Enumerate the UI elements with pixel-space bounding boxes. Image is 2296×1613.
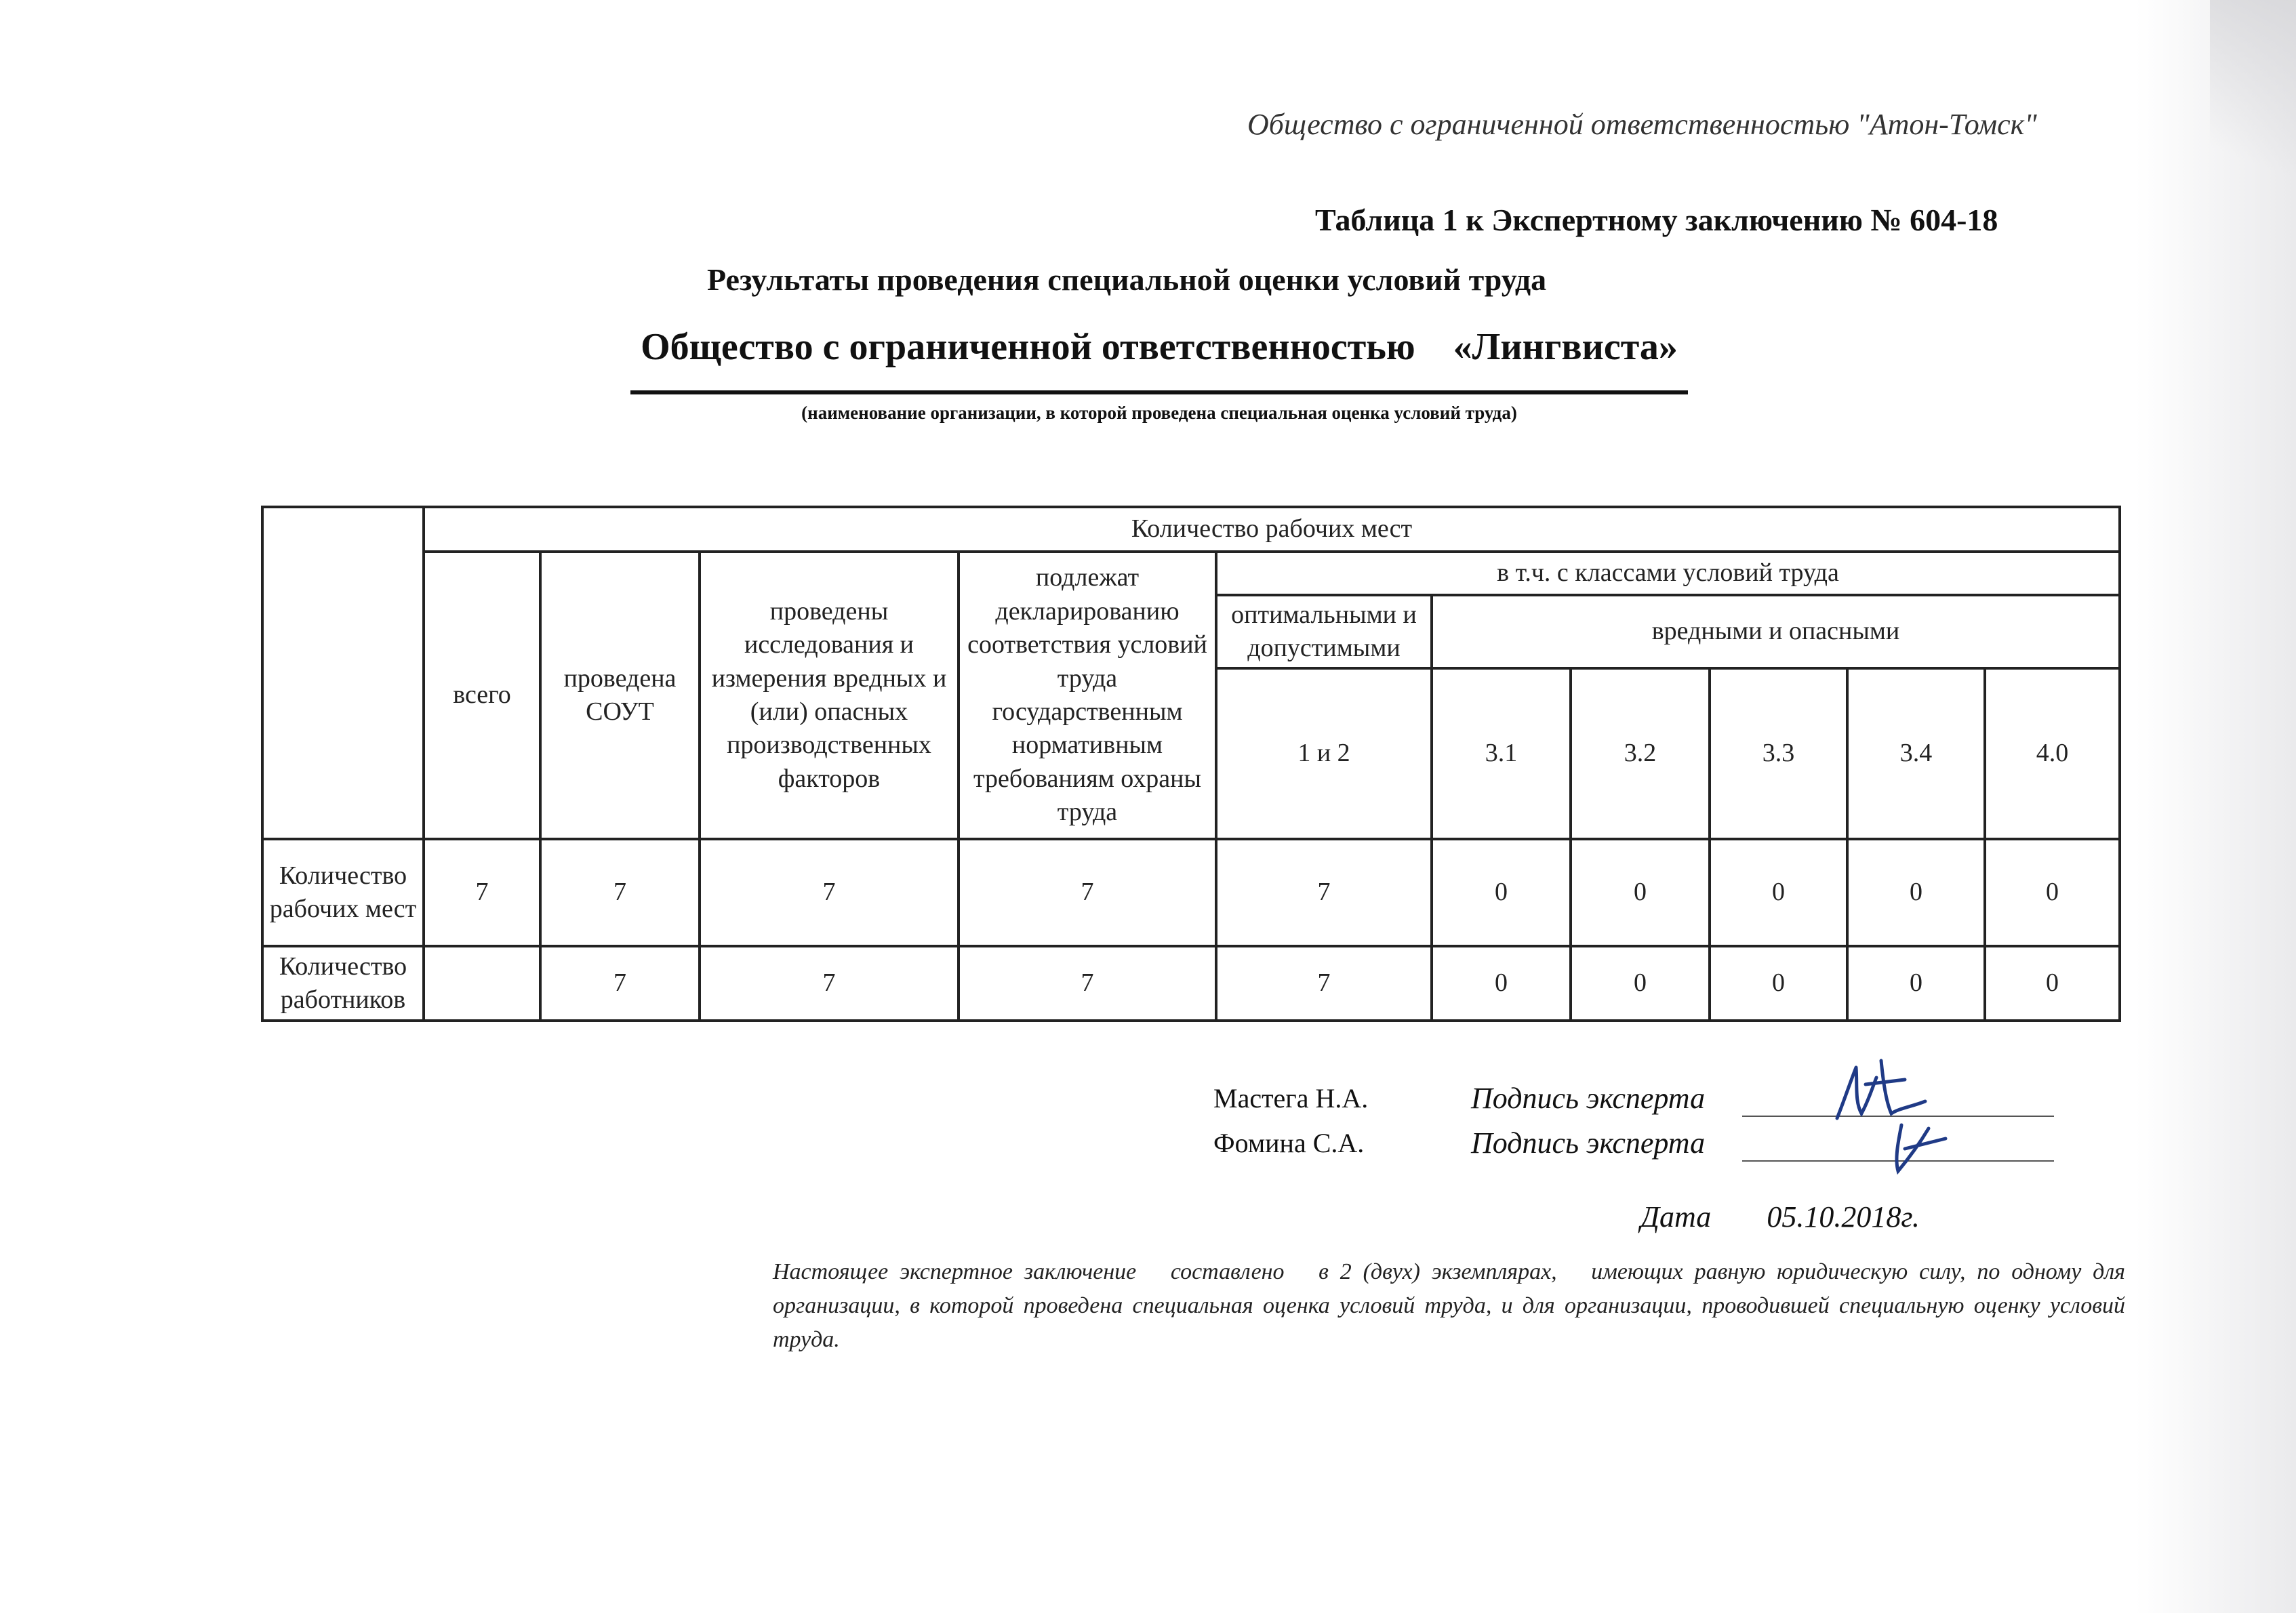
table-cell: 7: [540, 946, 700, 1021]
col-measurements-header: проведены исследования и измерения вредных и (или) опасных производственных факторов: [700, 552, 959, 839]
organization-underline: [630, 390, 1688, 394]
expert-name: Мастега Н.А.: [1213, 1083, 1369, 1114]
class-label: 3.3: [1710, 668, 1847, 839]
table-cell: 0: [1847, 946, 1985, 1021]
footnote: Настоящее экспертное заключение составлено в 2 (двух) экземплярах, имеющих равную юридическую силу, по одному для организации, в которой проведена специальная оценка условий труда, и для организации, проводившей специальную оценку условий труда.: [773, 1259, 2131, 1352]
scan-corner-fold: [2210, 0, 2296, 224]
table-cell: 0: [1985, 839, 2120, 946]
date-label: Дата: [1640, 1200, 1712, 1233]
table-cell: 7: [959, 839, 1216, 946]
col-total-header: всего: [424, 552, 540, 839]
date-value: 05.10.2018г.: [1767, 1200, 1920, 1233]
results-title: Результаты проведения специальной оценки условий труда: [707, 262, 1547, 297]
organization-caption: (наименование организации, в которой проведена специальная оценка условий труда): [801, 403, 1517, 423]
table-corner-cell: [262, 507, 424, 839]
company-name: Общество с ограниченной ответственностью "Атон-Томск": [1247, 108, 2037, 141]
signature-labels: [1471, 1076, 1705, 1166]
scan-edge-shadow: [2135, 0, 2296, 1613]
table-reference: Таблица 1 к Экспертному заключению № 604-18: [1315, 203, 1998, 237]
table-cell: 7: [1216, 946, 1432, 1021]
harmful-header: вредными и опасными: [1432, 595, 2120, 668]
table-cell: 7: [700, 946, 959, 1021]
table-cell: 0: [1571, 946, 1710, 1021]
table-cell: 7: [540, 839, 700, 946]
table-cell: 7: [424, 839, 540, 946]
table-cell: 0: [1432, 946, 1571, 1021]
table-cell: 0: [1710, 946, 1847, 1021]
table-cell: 0: [1847, 839, 1985, 946]
table-cell: 0: [1710, 839, 1847, 946]
class-label: 3.4: [1847, 668, 1985, 839]
class-label: 4.0: [1985, 668, 2120, 839]
results-table: [261, 506, 2121, 1022]
organization-name: Общество с ограниченной ответственностью «Лингвиста»: [641, 326, 1678, 368]
signature-mark: [1878, 1111, 1986, 1179]
table-cell: 7: [1216, 839, 1432, 946]
expert-names: [1213, 1076, 1368, 1166]
row-label-workers: Количество работников: [262, 946, 424, 1021]
workplaces-header: Количество рабочих мест: [424, 507, 2120, 552]
signature-label: Подпись эксперта: [1471, 1126, 1706, 1160]
table-cell: 0: [1432, 839, 1571, 946]
table-cell: [424, 946, 540, 1021]
row-label-workplaces: Количество рабочих мест: [262, 839, 424, 946]
table-cell: 0: [1985, 946, 2120, 1021]
col-declaration-header: подлежат декларированию соответствия условий труда государственным нормативным требованиям охраны труда: [959, 552, 1216, 839]
table-cell: 0: [1571, 839, 1710, 946]
table-cell: 7: [700, 839, 959, 946]
class-label: 3.1: [1432, 668, 1571, 839]
signature-label: Подпись эксперта: [1471, 1082, 1706, 1115]
expert-name: Фомина С.А.: [1213, 1128, 1365, 1158]
col-sout-header: проведена СОУТ: [540, 552, 700, 839]
table-cell: 7: [959, 946, 1216, 1021]
date-block: [1640, 1200, 1920, 1234]
class-label: 1 и 2: [1216, 668, 1432, 839]
classes-header: в т.ч. с классами условий труда: [1216, 552, 2120, 595]
optimal-header: оптимальными и допустимыми: [1216, 595, 1432, 668]
class-label: 3.2: [1571, 668, 1710, 839]
